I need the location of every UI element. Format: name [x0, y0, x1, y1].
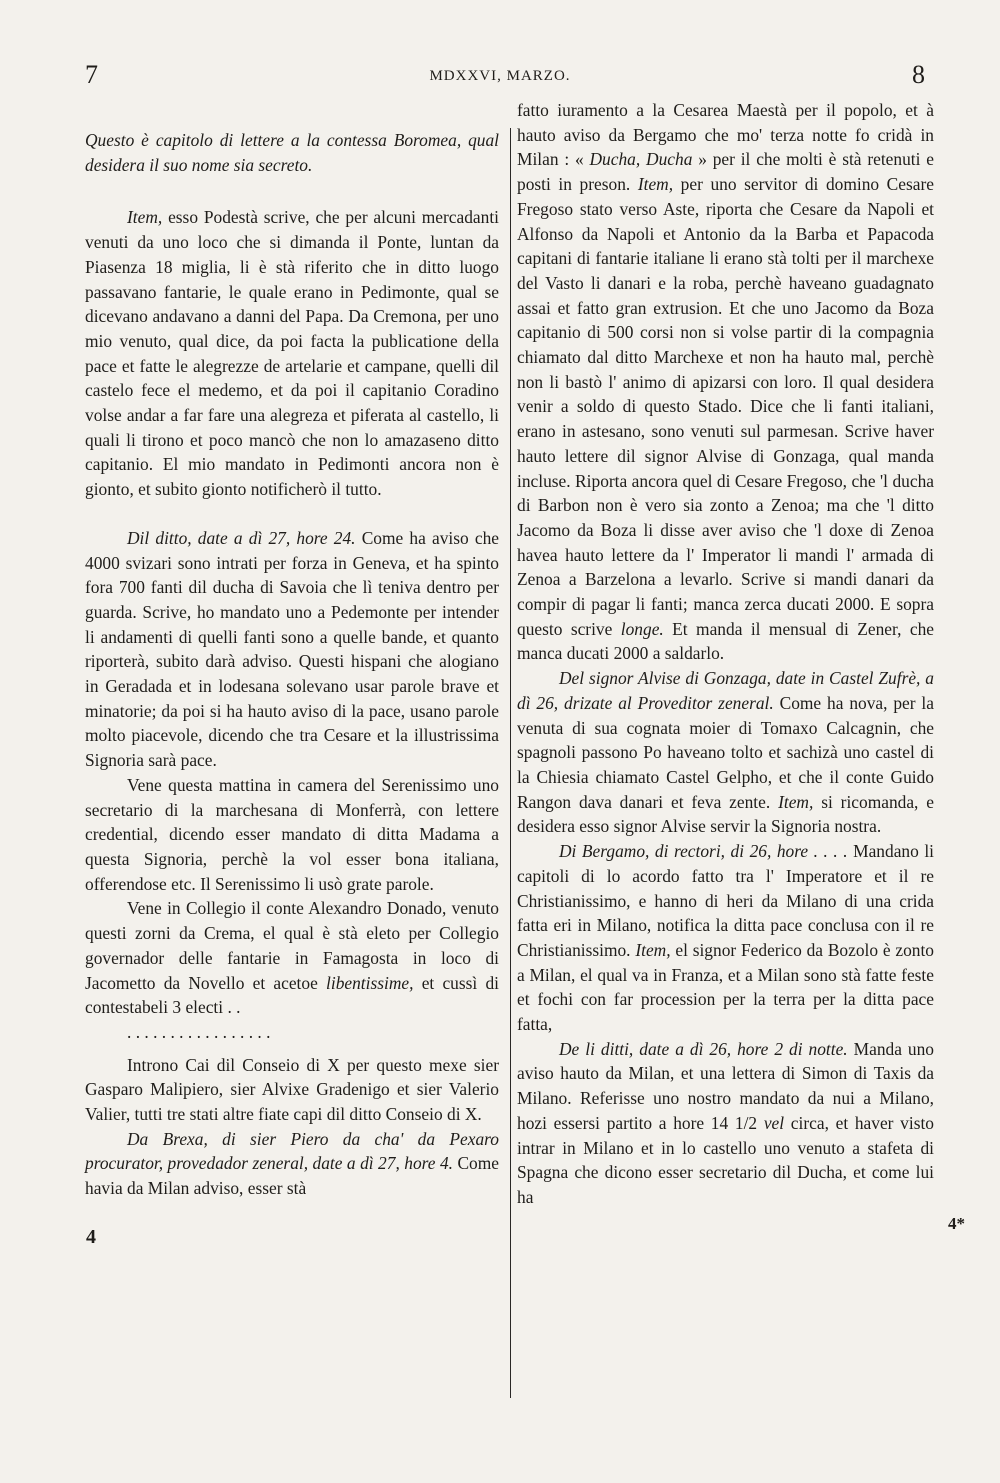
paragraph-text: si ricomanda, e desidera esso signor Alvise servir la Signoria nostra.: [517, 791, 934, 837]
column-divider: [510, 128, 511, 1398]
italic-word: vel: [757, 1112, 785, 1133]
section-heading: De li ditti, date a dì 26, hore 2 di notte.: [559, 1038, 848, 1059]
page-header: [0, 60, 1000, 100]
paragraph-text: Come ha nova, per la venuta di sua cognata moier di Tomaxo Calcagnin, che spagnoli passono Po haveano tolto et sachizà uno castel di la Chiesia chiamato Castel Gelpho, et che il conte Guido Rangon dava danari et feva zente.: [517, 692, 934, 812]
section-heading: Da Brexa, di sier Piero da cha' da Pexaro procurator, provedador zeneral, date a dì 27, hore 4.: [85, 1128, 499, 1174]
section-heading: Del signor Alvise di Gonzaga, date in Castel Zufrè, a dì 26, drizate al Proveditor zeneral.: [517, 668, 934, 713]
section-heading: Di Bergamo, di rectori, di 26, hore . . . .: [559, 841, 848, 862]
paragraph: [85, 773, 499, 897]
paragraph-text: Come havia da Milan adviso, esser stà: [85, 1153, 499, 1199]
page-number-right: 8: [912, 60, 925, 89]
paragraph-text: » per il che molti è stà retenuti e posti in preson.: [517, 149, 934, 195]
margin-number-right: 4*: [948, 1214, 965, 1233]
item-label: Item,: [127, 207, 163, 228]
italic-phrase: Ducha, Ducha: [589, 149, 693, 170]
paragraph-text: fatto iuramento a la Cesarea Maestà per il popolo, et à hauto aviso da Bergamo che mo' terza notte fo cridà in Milan : «: [517, 100, 934, 170]
paragraph-text: Vene questa mattina in camera del Serenissimo uno secretario di la marchesana di Monferrà, con lettere credential, dicendo esser mandato di ditta Madama a questa Signoria, perchè la vol esser bona italiana, offerendose etc. Il Serenissimo li usò grate parole.: [85, 774, 499, 894]
item-label: Item,: [778, 791, 814, 812]
paragraph: [517, 839, 934, 1037]
section-heading: Dil ditto, date a dì 27, hore 24.: [127, 527, 356, 548]
item-label: Item,: [635, 939, 671, 960]
paragraph-text: circa, et haver visto intrar in Milano et in lo castello uno venuto a stafeta di Spagna che dicono esser secretario dil Ducha, et come lui ha: [517, 1112, 934, 1207]
paragraph: [85, 526, 499, 773]
paragraph: [517, 1037, 934, 1210]
right-column: [517, 98, 934, 1210]
intro-italic: Questo è capitolo di lettere a la contessa Boromea, qual desidera il suo nome sia secreto.: [85, 130, 499, 175]
paragraph-text: Vene in Collegio il conte Alexandro Donado, venuto questi zorni da Crema, el qual è stà eleto per Collegio governador delle fantarie in Famagosta in loco di Jacometto da Novello et acetoe: [85, 898, 499, 993]
paragraph: [85, 205, 499, 501]
left-column: [85, 98, 499, 1201]
paragraph: [517, 98, 934, 666]
paragraph-intro: [85, 128, 499, 177]
paragraph-text: et cussì di contestabeli 3 electi . .: [85, 972, 500, 1018]
paragraph-text: el signor Federico da Bozolo è zonto a Milan, el qual va in Franza, et a Milan sono stà fatte feste et fochi con far procession per la terra per la ditta pace fatta,: [517, 939, 934, 1035]
paragraph-text: Et manda il mensual di Zener, che manca ducati 2000 a saldarlo.: [517, 618, 934, 664]
paragraph-text: Come ha aviso che 4000 svizari sono intrati per forza in Geneva, et ha spinto fora 700 fanti dil ducha di Savoia che lì teniva dentro per guarda. Scrive, ho mandato uno a Pedemonte per intender li andamenti di quelli fanti sono a quelle bande, et quanto riporterà, subito darà adviso. Questi hispani che alogiano in Geradada et in lodesana solevano usar parole brave et minatorie; da poi si ha hauto aviso di la pace, usano parole molto piacevole, dicendo che tra Cesare et la illustrissima Signoria sarà pace.: [85, 527, 500, 771]
ellipsis-dots: . . . . . . . . . . . . . . . . .: [127, 1021, 271, 1042]
paragraph-text: Introno Cai dil Conseio di X per questo mexe sier Gasparo Malipiero, sier Alvixe Gradenigo et sier Valerio Valier, tutti tre stati altre fiate capi dil ditto Conseio di X.: [85, 1054, 499, 1125]
fraction: 1/2: [734, 1112, 758, 1133]
italic-word: longe.: [620, 618, 664, 639]
item-label: Item,: [637, 174, 674, 195]
paragraph-text: esso Podestà scrive, che per alcuni mercadanti venuti da uno loco che si dimanda il Ponte, luntan da Piasenza 18 miglia, li è stà riferito che in ditto luogo passavano fantarie, le quale erano in Pedimonte, qual se dicevano andavano a danni del Papa. Da Cremona, per uno mio venuto, qual dice, da poi facta la publicatione della pace et fatte le alegrezze de artelarie et campane, quelli dil castelo fece el medemo, et da poi il capitanio Coradino volse andar a far fare una alegreza et piferata al castello, li quali li tirono et poco mancò che non lo amazaseno ditto capitanio. El mio mandato in Pedimonti ancora non è gionto, et subito gionto notificherò il tutto.: [85, 207, 499, 500]
page-number-left: 7: [85, 60, 98, 89]
paragraph: [85, 1127, 499, 1201]
paragraph-text: Manda uno aviso hauto da Milan, et una lettera di Simon di Taxis da Milano. Referisse uno nostro mandato da nui a Milano, hozi essersi partito a hore 14: [517, 1038, 935, 1133]
margin-number-left: 4: [86, 1226, 96, 1248]
paragraph: [85, 896, 499, 1020]
paragraph: [517, 666, 934, 839]
ellipsis-line: [85, 1020, 499, 1045]
paragraph-text: per uno servitor di domino Cesare Fregoso stato verso Aste, riporta che Cesare da Napoli et Alfonso da Napoli et Antonio da la Barba et Papacoda capitani di fantarie italiane li erano stà tolti per il marchexe del Vasto li danari e la roba, perchè haveano guadagnato assai et fatto gran extrusion. Et che uno Jacomo da Boza capitanio di 500 corsi non si volse partir di la compagnia chiamato dal ditto Marchexe et non ha hauto mal, perchè non li bastò l' animo di apizarsi con loro. Il qual desidera venir a soldo di questo Stado. Dice che li fanti italiani, erano in astesano, sono venuti sul parmesan. Scrive haver hauto lettere dil signor Alvise di Gonzaga, qual manda incluse. Riporta ancora quel di Cesare Fregoso, che 'l ducha di Barbon non è vero sia zonto a Zenoa; ma che 'l ditto Jacomo da Boza li disse aver aviso che 'l doxe di Zenoa havea hauto lettere da l' Imperator li mandi l' armada di Zenoa a Barzelona a levarlo. Scrive si mandi danari da compir di pagar li fanti; manca zerca ducati 2000. E sopra questo scrive: [517, 174, 934, 639]
running-title: MDXXVI, MARZO.: [429, 68, 571, 84]
paragraph: [85, 1053, 499, 1127]
paragraph-text: Mandano li capitoli di lo acordo fatto tra l' Imperatore et il re Christianissimo, e hanno di heri da Milano di una crida fatta eri in Milano, notifica la ditta pace conclusa con il re Christianissimo.: [517, 841, 934, 960]
italic-word: libentissime,: [326, 972, 414, 993]
